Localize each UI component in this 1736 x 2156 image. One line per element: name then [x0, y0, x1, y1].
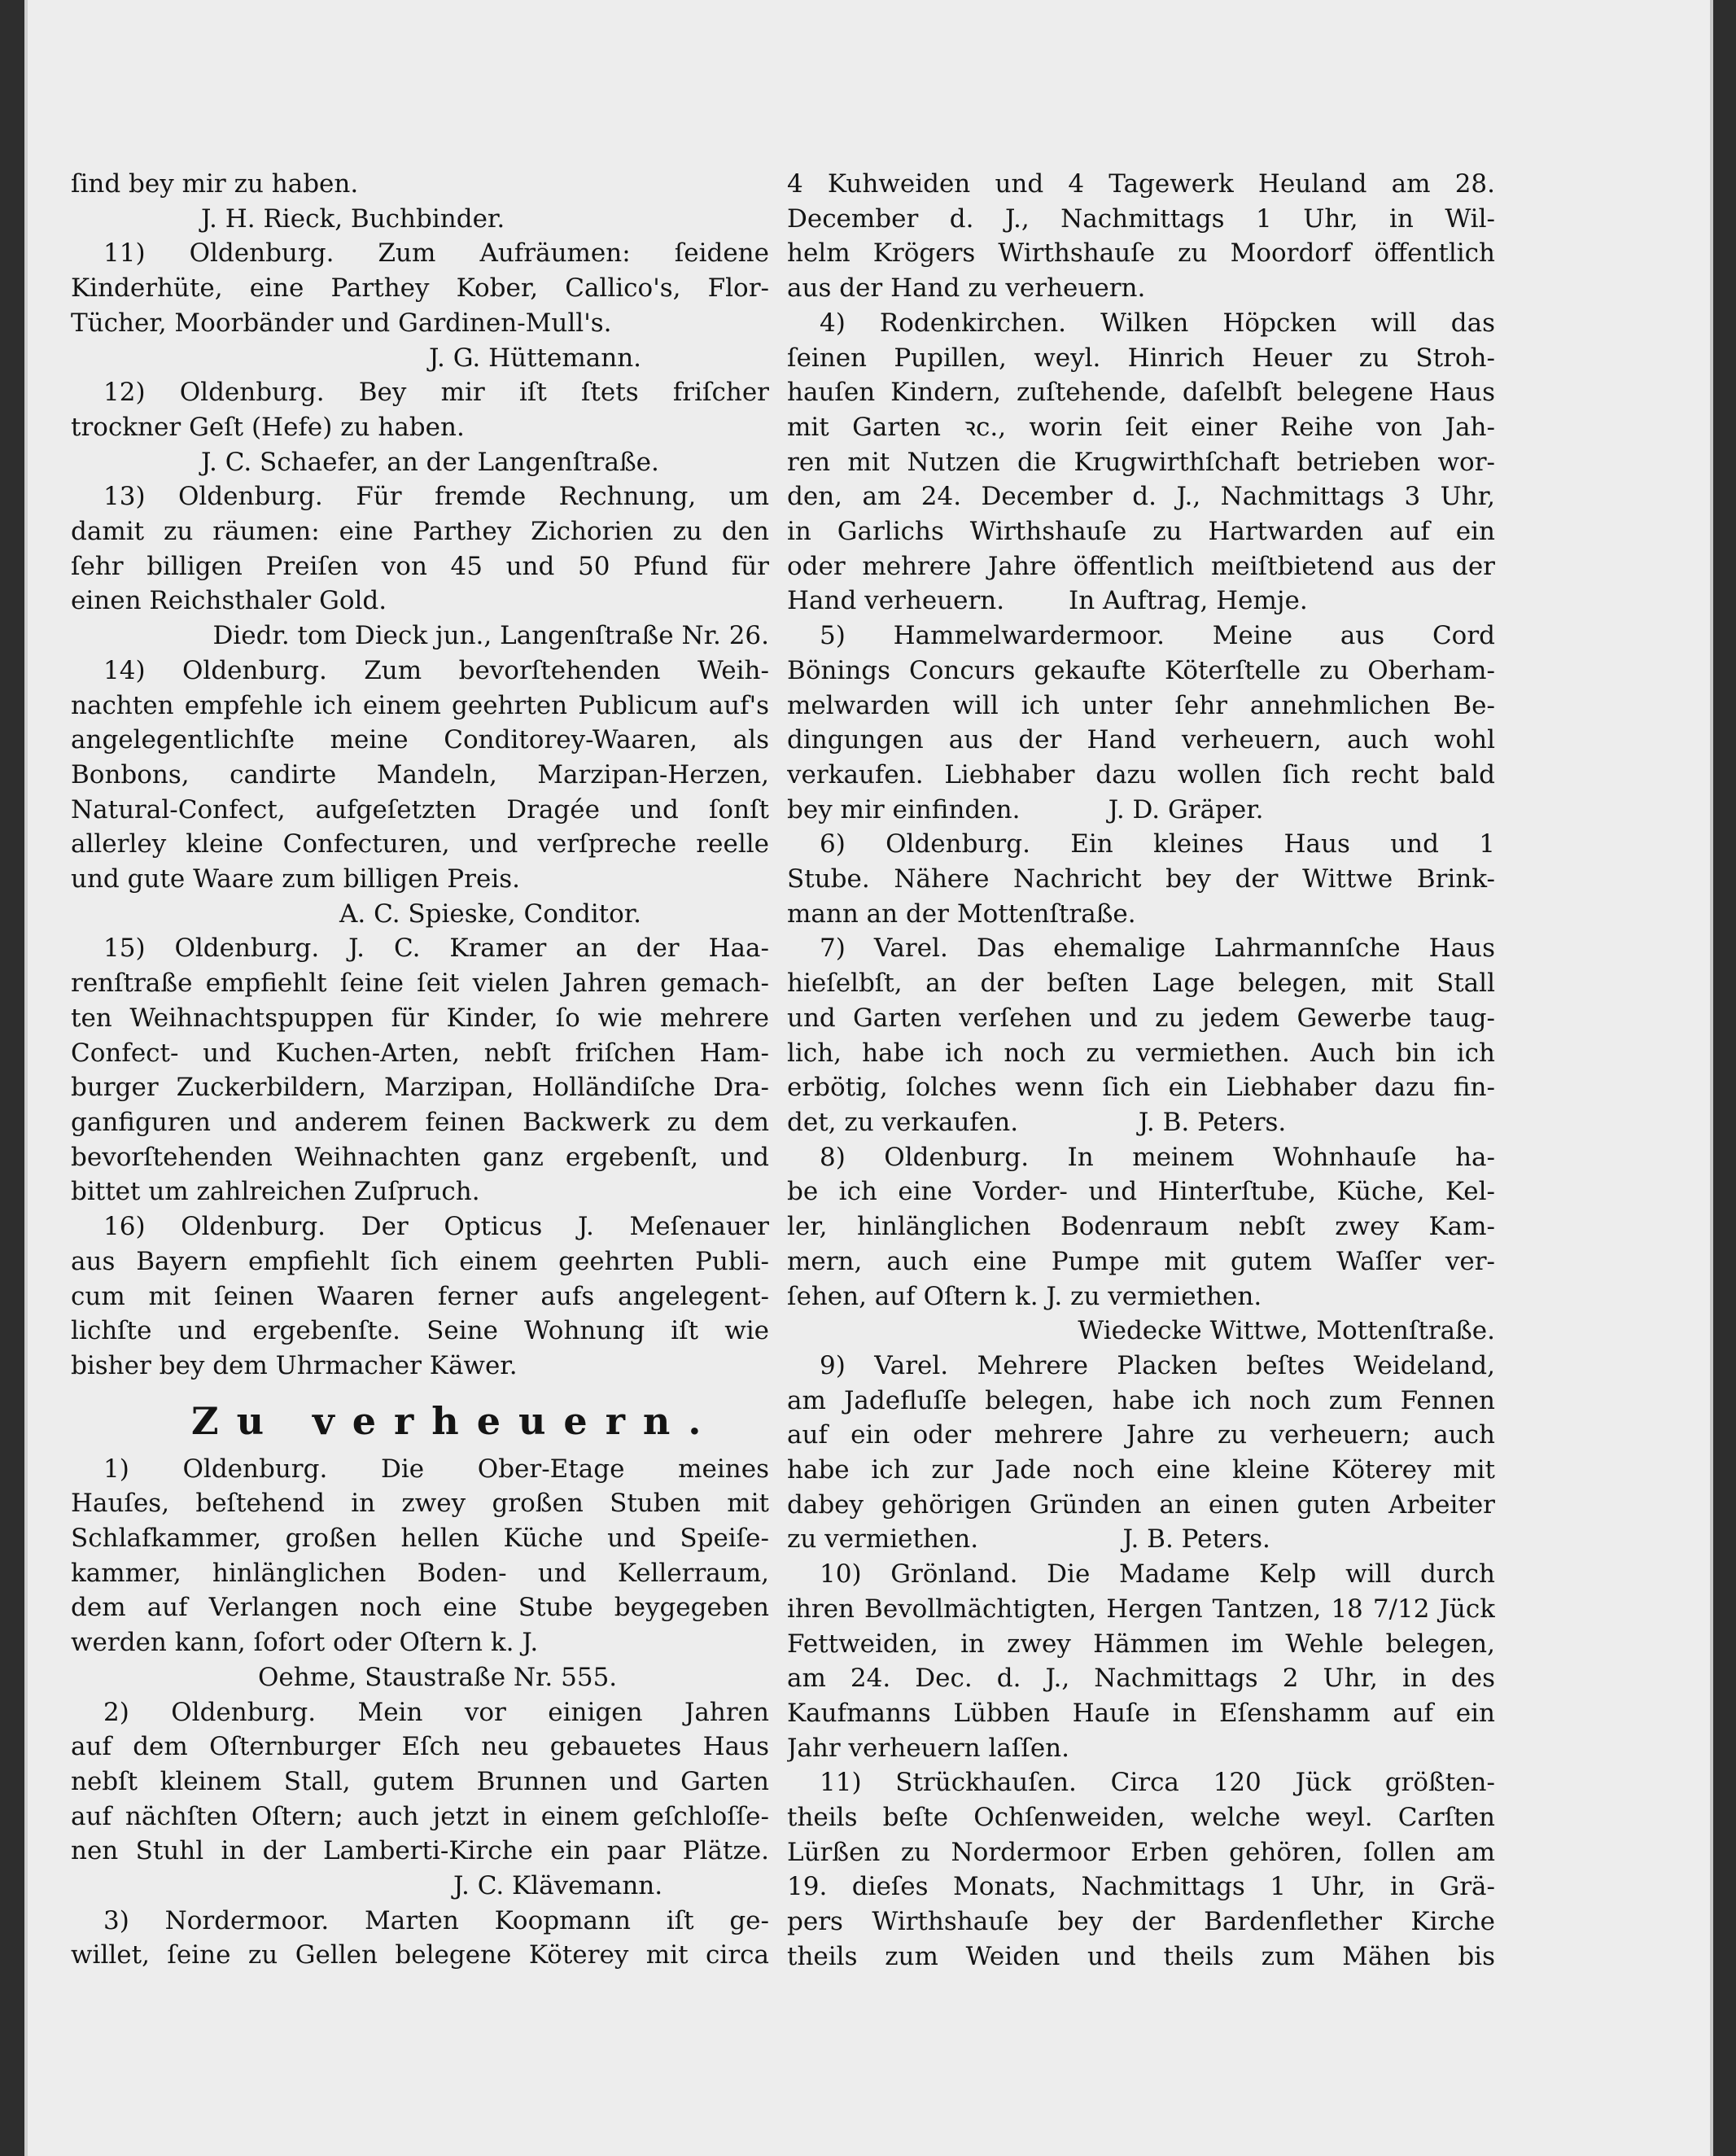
text-line: 3) Nordermoor. Marten Koopmann iſt ge-	[103, 1905, 769, 1935]
signature-line: Oehme, Staustraße Nr. 555.	[258, 1662, 618, 1692]
signature-line: J. H. Rieck, Buchbinder.	[201, 203, 505, 234]
newspaper-page	[24, 0, 1713, 2156]
text-line: 11) Oldenburg. Zum Aufräumen: ſeidene	[103, 238, 769, 269]
text-line: Lürßen zu Nordermoor Erben gehören, ſollen am	[787, 1837, 1495, 1867]
text-line: det, zu verkaufen. J. B. Peters.	[787, 1107, 1287, 1137]
text-line: ler, hinlänglichen Bodenraum nebſt zwey Kam-	[787, 1212, 1495, 1242]
text-line: bisher bey dem Uhrmacher Käwer.	[71, 1350, 518, 1380]
text-line: ſeinen Pupillen, weyl. Hinrich Heuer zu Stroh-	[787, 343, 1495, 373]
text-line: theils zum Weiden und theils zum Mähen bis	[787, 1941, 1495, 1971]
text-line: hauſen Kindern, zuſtehende, daſelbſt belegene Haus	[787, 378, 1495, 408]
text-line: ſehen, auf Oſtern k. J. zu vermiethen.	[787, 1281, 1262, 1311]
text-line: 10) Grönland. Die Madame Kelp will durch	[820, 1559, 1495, 1590]
text-line: dem auf Verlangen noch eine Stube beygegeben	[71, 1593, 769, 1623]
text-line: 4) Rodenkirchen. Wilken Höpcken will das	[820, 308, 1495, 338]
text-line: in Garlichs Wirthshauſe zu Hartwarden auf ein	[787, 517, 1495, 547]
text-line: 14) Oldenburg. Zum bevorſtehenden Weih-	[103, 655, 769, 685]
text-line: ſehr billigen Preiſen von 45 und 50 Pfund für	[71, 551, 769, 581]
text-line: Hauſes, beſtehend in zwey großen Stuben mit	[71, 1489, 769, 1519]
text-line: aus Bayern empfiehlt ſich einem geehrten Publi-	[71, 1246, 769, 1276]
signature-line: A. C. Spieske, Conditor.	[339, 899, 642, 929]
text-line: December d. J., Nachmittags 1 Uhr, in Wil-	[787, 203, 1495, 234]
text-line: Stube. Nähere Nachricht bey der Wittwe Brink-	[787, 864, 1495, 894]
text-line: den, am 24. December d. J., Nachmittags 3 Uhr,	[787, 482, 1495, 512]
text-line: theils beſte Ochſenweiden, welche weyl. Carſten	[787, 1803, 1495, 1833]
text-line: bey mir einfinden. J. D. Gräper.	[787, 794, 1264, 824]
text-line: und Garten verſehen und zu jedem Gewerbe taug-	[787, 1003, 1495, 1033]
text-line: 9) Varel. Mehrere Placken beſtes Weideland,	[820, 1350, 1495, 1380]
text-line: verkaufen. Liebhaber dazu wollen ſich recht bald	[787, 759, 1495, 789]
signature-line: J. G. Hüttemann.	[429, 343, 642, 373]
text-line: Bonbons, candirte Mandeln, Marzipan-Herzen,	[71, 759, 769, 789]
text-line: mann an der Mottenſtraße.	[787, 899, 1136, 929]
text-line: ſind bey mir zu haben.	[71, 169, 359, 199]
text-line: 7) Varel. Das ehemalige Lahrmannſche Haus	[820, 934, 1495, 964]
text-line: 16) Oldenburg. Der Opticus J. Meſenauer	[103, 1212, 769, 1242]
text-line: burger Zuckerbildern, Marzipan, Holländiſche Dra-	[71, 1073, 769, 1103]
text-line: bittet um zahlreichen Zuſpruch.	[71, 1177, 480, 1207]
text-line: angelegentlichſte meine Conditorey-Waaren, als	[71, 725, 769, 755]
text-line: einen Reichsthaler Gold.	[71, 586, 387, 616]
text-line: dingungen aus der Hand verheuern, auch wohl	[787, 725, 1495, 755]
text-line: Hand verheuern. In Auftrag, Hemje.	[787, 586, 1308, 616]
text-line: Jahr verheuern laſſen.	[787, 1733, 1069, 1763]
text-line: damit zu räumen: eine Parthey Zichorien zu den	[71, 517, 769, 547]
text-line: willet, ſeine zu Gellen belegene Köterey mit circa	[71, 1940, 769, 1970]
text-line: 2) Oldenburg. Mein vor einigen Jahren	[103, 1697, 769, 1727]
text-line: auf nächſten Oſtern; auch jetzt in einem geſchloſſe-	[71, 1801, 769, 1831]
text-line: 12) Oldenburg. Bey mir iſt ſtets friſcher	[103, 378, 769, 408]
text-line: nachten empfehle ich einem geehrten Publicum auf's	[71, 690, 769, 720]
text-line: melwarden will ich unter ſehr annehmlichen Be-	[787, 690, 1495, 720]
text-line: nen Stuhl in der Lamberti-Kirche ein paar Plätze.	[71, 1836, 769, 1866]
text-line: 11) Strückhauſen. Circa 120 Jück größten-	[820, 1768, 1495, 1798]
signature-line: Wiedecke Wittwe, Mottenſtraße.	[1078, 1316, 1495, 1346]
text-line: bevorſtehenden Weihnachten ganz ergebenſt, und	[71, 1142, 769, 1172]
text-line: auf ein oder mehrere Jahre zu verheuern; auch	[787, 1420, 1495, 1450]
text-line: helm Krögers Wirthshauſe zu Moordorf öffentlich	[787, 238, 1495, 269]
text-line: 1) Oldenburg. Die Ober-Etage meines	[103, 1454, 769, 1484]
text-line: Kinderhüte, eine Parthey Kober, Callico's, Flor-	[71, 273, 769, 304]
text-line: oder mehrere Jahre öffentlich meiſtbietend aus der	[787, 551, 1495, 581]
text-line: Kaufmanns Lübben Hauſe in Eſenshamm auf ein	[787, 1698, 1495, 1728]
text-line: nebſt kleinem Stall, gutem Brunnen und Garten	[71, 1766, 769, 1796]
signature-line: J. C. Klävemann.	[453, 1871, 663, 1901]
text-line: Fettweiden, in zwey Hämmen im Wehle belegen,	[787, 1629, 1495, 1659]
text-line: 15) Oldenburg. J. C. Kramer an der Haa-	[103, 934, 769, 964]
text-line: be ich eine Vorder- und Hinterſtube, Küche, Kel-	[787, 1177, 1495, 1207]
text-line: lich, habe ich noch zu vermiethen. Auch bin ich	[787, 1038, 1495, 1068]
text-line: erbötig, ſolches wenn ſich ein Liebhaber dazu fin-	[787, 1073, 1495, 1103]
text-line: und gute Waare zum billigen Preis.	[71, 864, 521, 894]
section-heading: Zu verheuern.	[191, 1398, 719, 1443]
text-line: ren mit Nutzen die Krugwirthſchaft betrieben wor-	[787, 447, 1495, 477]
text-line: Bönings Concurs gekaufte Köterſtelle zu Oberham-	[787, 655, 1495, 685]
text-line: ihren Bevollmächtigten, Hergen Tantzen, 18 7/12 Jück	[787, 1594, 1495, 1624]
text-line: 6) Oldenburg. Ein kleines Haus und 1	[820, 829, 1495, 859]
text-line: ten Weihnachtspuppen für Kinder, ſo wie mehrere	[71, 1003, 769, 1033]
text-line: mern, auch eine Pumpe mit gutem Waſſer ver-	[787, 1246, 1495, 1276]
text-line: trockner Geſt (Hefe) zu haben.	[71, 412, 465, 442]
text-line: 13) Oldenburg. Für fremde Rechnung, um	[103, 482, 769, 512]
text-line: Confect- und Kuchen-Arten, nebſt friſchen Ham-	[71, 1038, 769, 1068]
text-line: dabey gehörigen Gründen an einen guten Arbeiter	[787, 1489, 1495, 1520]
signature-line: Diedr. tom Dieck jun., Langenſtraße Nr. 26.	[212, 621, 769, 651]
text-line: cum mit ſeinen Waaren ferner aufs angelegent-	[71, 1281, 769, 1311]
text-line: auf dem Oſternburger Eſch neu gebauetes Haus	[71, 1732, 769, 1762]
text-line: allerley kleine Confecturen, und verſpreche reelle	[71, 829, 769, 859]
text-line: ganfiguren und anderem feinen Backwerk zu dem	[71, 1107, 769, 1137]
text-line: 8) Oldenburg. In meinem Wohnhauſe ha-	[820, 1142, 1495, 1172]
text-line: 19. dieſes Monats, Nachmittags 1 Uhr, in Grä-	[787, 1872, 1495, 1902]
text-line: Tücher, Moorbänder und Gardinen-Mull's.	[71, 308, 612, 338]
text-line: mit Garten ꝛc., worin ſeit einer Reihe von Jah-	[787, 412, 1495, 442]
text-line: kammer, hinlänglichen Boden- und Kellerraum,	[71, 1558, 769, 1588]
text-line: werden kann, ſofort oder Oſtern k. J.	[71, 1628, 539, 1658]
text-line: zu vermiethen. J. B. Peters.	[787, 1524, 1270, 1555]
left-column	[71, 167, 769, 1973]
text-line: 5) Hammelwardermoor. Meine aus Cord	[820, 621, 1495, 651]
text-line: Natural-Confect, aufgeſetzten Dragée und ſonſt	[71, 794, 769, 824]
text-line: habe ich zur Jade noch eine kleine Köterey mit	[787, 1455, 1495, 1485]
text-line: aus der Hand zu verheuern.	[787, 273, 1146, 304]
text-line: renſtraße empfiehlt ſeine ſeit vielen Jahren gemach-	[71, 969, 769, 999]
text-line: am 24. Dec. d. J., Nachmittags 2 Uhr, in des	[787, 1664, 1495, 1694]
right-column	[787, 167, 1495, 1975]
signature-line: J. C. Schaefer, an der Langenſtraße.	[201, 447, 659, 477]
text-line: hieſelbſt, an der beſten Lage belegen, mit Stall	[787, 969, 1495, 999]
text-line: am Jadefluſſe belegen, habe ich noch zum Fennen	[787, 1385, 1495, 1415]
text-line: lichſte und ergebenſte. Seine Wohnung iſt wie	[71, 1316, 769, 1346]
text-line: Schlafkammer, großen hellen Küche und Speiſe-	[71, 1524, 769, 1554]
text-line: 4 Kuhweiden und 4 Tagewerk Heuland am 28.	[787, 169, 1495, 199]
text-line: pers Wirthshauſe bey der Bardenflether Kirche	[787, 1907, 1495, 1937]
